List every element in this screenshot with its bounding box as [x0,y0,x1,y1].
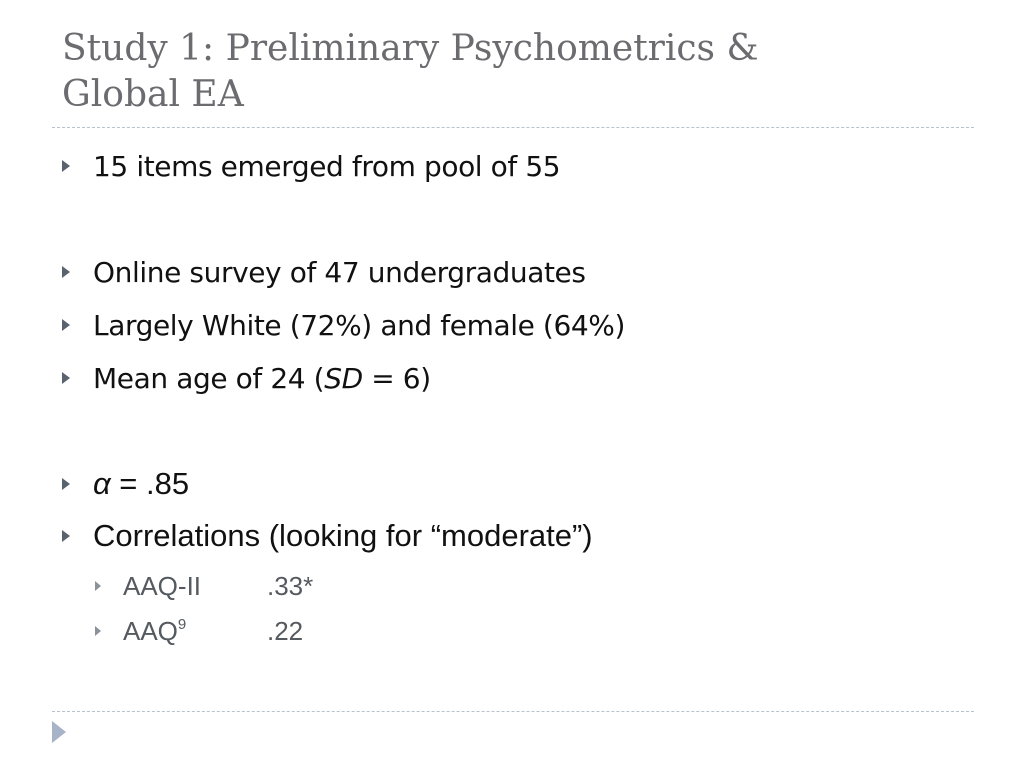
alpha-value: = .85 [110,466,190,501]
correlation-row-aaq9 [95,614,303,648]
correlation-value: .33* [267,570,314,601]
bullet-text: Correlations (looking for “moderate”) [93,518,593,553]
title-line-1: Study 1: Preliminary Psychometrics & [62,28,759,69]
bullet-arrow-icon [62,266,70,278]
bullet-arrow-icon [62,372,70,384]
bullet-correlations [62,517,593,555]
correlation-label [123,571,267,602]
bullet-arrow-icon [62,319,70,331]
alpha-symbol: α [93,466,111,501]
correlation-value: .22 [267,615,304,646]
bullet-online-survey [62,254,586,290]
sub-bullet-arrow-icon [95,626,101,636]
next-slide-icon[interactable] [52,721,66,743]
mean-age-prefix: Mean age of 24 ( [93,361,325,395]
mean-age-suffix: = 6) [362,361,431,395]
bullet-demographics [62,307,625,343]
bullet-items-emerged [62,148,560,184]
correlation-label [123,616,267,647]
correlation-label-text: AAQ [123,615,178,646]
bullet-text [93,466,189,502]
bullet-text: 15 items emerged from pool of 55 [93,149,561,183]
correlation-row-aaq-ii [95,569,313,603]
bullet-text: Online survey of 47 undergraduates [93,255,586,289]
bullet-arrow-icon [62,160,70,172]
sd-symbol: SD [324,361,363,395]
bullet-text [93,362,431,395]
bullet-text: Largely White (72%) and female (64%) [93,308,626,342]
title-line-2: Global EA [62,74,244,115]
footer-divider [52,711,974,712]
bullet-arrow-icon [62,478,70,490]
correlation-label-superscript: 9 [177,615,187,633]
slide-title [62,26,962,118]
bullet-mean-age [62,360,431,396]
bullet-arrow-icon [62,530,70,542]
correlation-label-text: AAQ-II [123,570,202,601]
bullet-alpha [62,465,189,503]
sub-bullet-arrow-icon [95,581,101,591]
title-divider [52,127,974,128]
